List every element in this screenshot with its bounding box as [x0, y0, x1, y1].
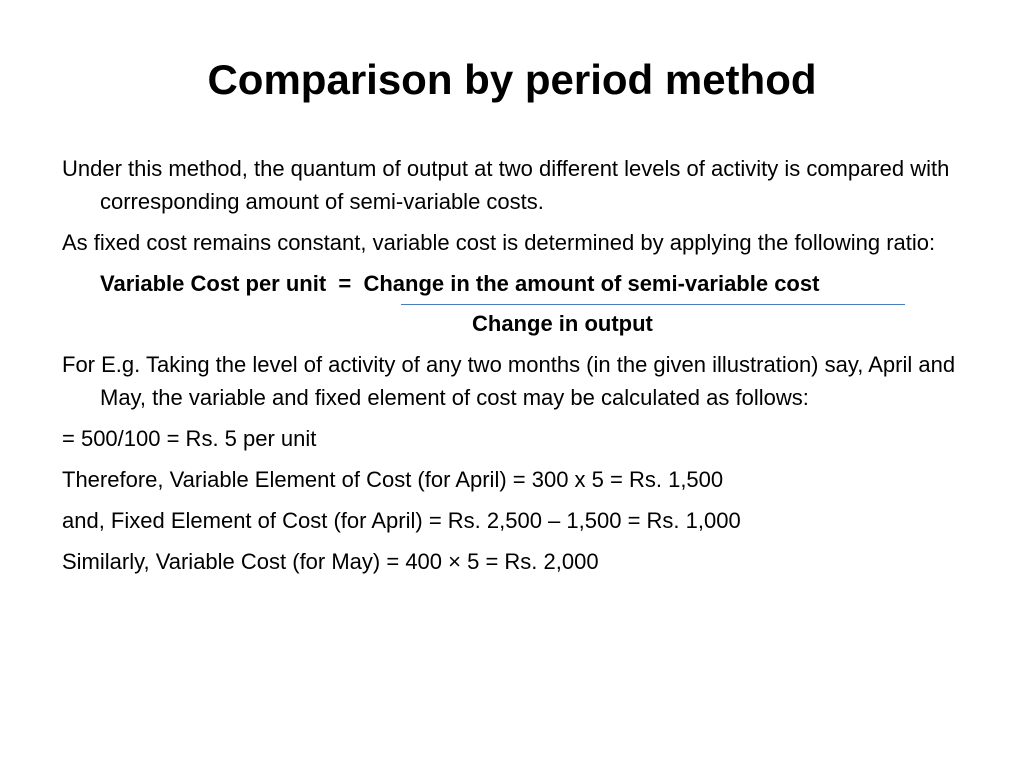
- fraction-line: [401, 304, 905, 305]
- calculation-line: = 500/100 = Rs. 5 per unit: [62, 426, 317, 451]
- calculation-line: Similarly, Variable Cost (for May) = 400 × 5 = Rs. 2,000: [62, 549, 599, 574]
- slide-body: [62, 152, 962, 586]
- formula: [62, 267, 962, 340]
- paragraph-fixed-cost: As fixed cost remains constant, variable cost is determined by applying the following ratio:: [62, 230, 936, 255]
- paragraph-example: For E.g. Taking the level of activity of any two months (in the given illustration) say, April and May, the variable and fixed element of cost may be calculated as follows:: [62, 352, 956, 410]
- calculation-line: Therefore, Variable Element of Cost (for April) = 300 x 5 = Rs. 1,500: [62, 467, 724, 492]
- formula-numerator: Variable Cost per unit = Change in the amount of semi-variable cost: [100, 271, 820, 296]
- calculation-line: and, Fixed Element of Cost (for April) = Rs. 2,500 – 1,500 = Rs. 1,000: [62, 508, 741, 533]
- paragraph-method: Under this method, the quantum of output at two different levels of activity is compared with corresponding amount of semi-variable costs.: [62, 156, 950, 214]
- slide-title: Comparison by period method: [207, 56, 817, 103]
- formula-denominator: Change in output: [472, 311, 653, 336]
